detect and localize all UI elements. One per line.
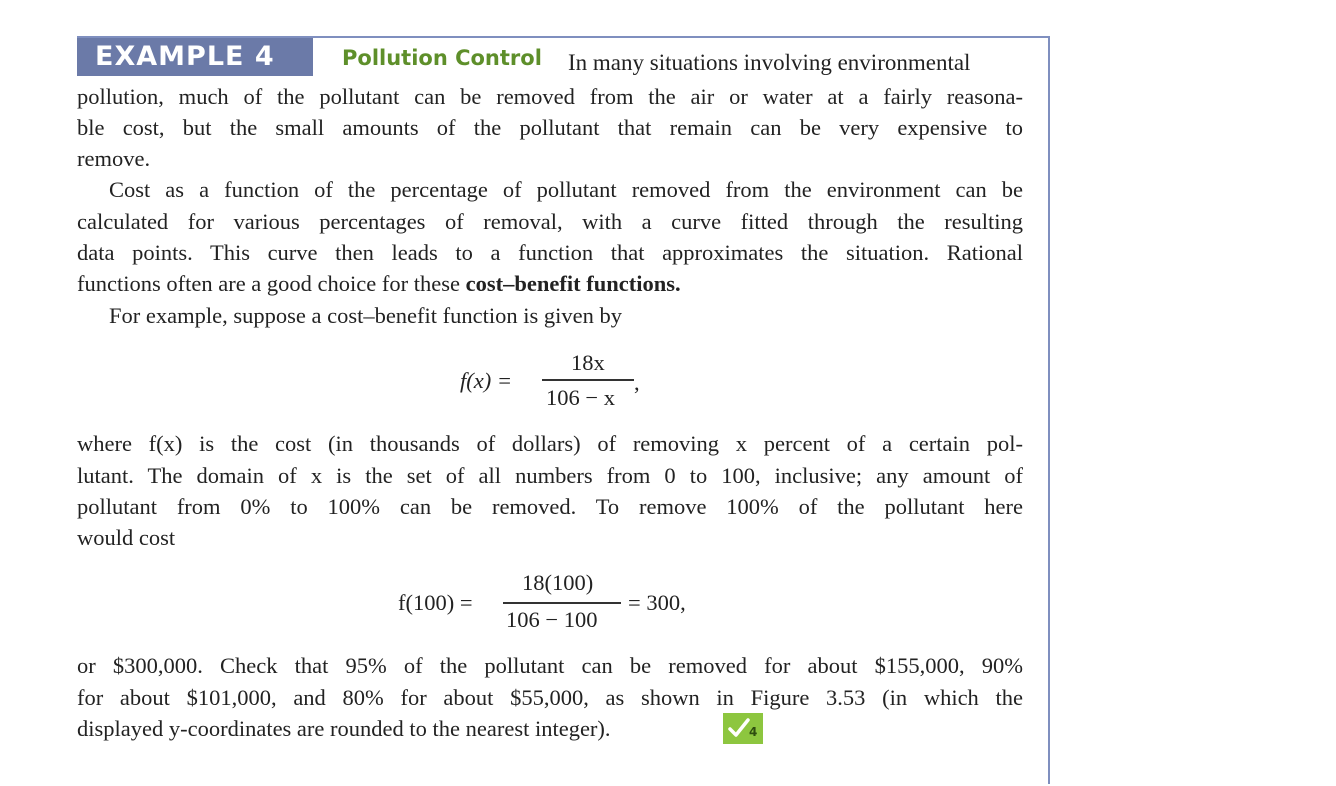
p2-line: Cost as a function of the percentage of pollutant removed from the environment can be [109,177,1023,202]
example-title: Pollution Control [342,46,542,70]
p5-line: for about $101,000, and 80% for about $55,000, as shown in Figure 3.53 (in which the [77,685,1023,710]
p2-last-line [77,268,681,299]
checkpoint-badge[interactable] [723,713,763,744]
eq2-numerator: 18(100) [522,570,594,595]
intro-line: In many situations involving environmental [568,50,971,75]
eq2-denominator: 106 − 100 [506,607,598,632]
eq2-lhs: f(100) = [398,590,473,615]
p5-line: or $300,000. Check that 95% of the pollutant can be removed for about $155,000, 90% [77,653,1023,678]
term-cost-benefit: cost–benefit functions. [465,271,681,296]
p2-last-text: functions often are a good choice for these [77,271,466,296]
p2-line: data points. This curve then leads to a function that approximates the situation. Rational [77,240,1023,265]
eq2-fraction-bar [503,602,621,604]
example-label: EXAMPLE 4 [77,38,313,76]
p1-line: remove. [77,146,151,171]
p4-line: where f(x) is the cost (in thousands of dollars) of removing x percent of a certain pol- [77,431,1023,456]
p1-line: ble cost, but the small amounts of the pollutant that remain can be very expensive to [77,115,1023,140]
eq1-comma: , [634,370,640,395]
eq1-fraction-bar [542,379,634,381]
eq1-numerator: 18x [571,350,605,375]
p5-line: displayed y-coordinates are rounded to the nearest integer). [77,716,611,741]
p1-line: pollution, much of the pollutant can be removed from the air or water at a fairly reasona- [77,84,1023,109]
checkmark-icon [727,716,751,740]
eq1-lhs: f(x) = [460,368,513,393]
p2-line: calculated for various percentages of removal, with a curve fitted through the resulting [77,209,1023,234]
p3-line: For example, suppose a cost–benefit function is given by [109,303,623,328]
eq2-rhs: = 300, [628,590,686,615]
p4-line: would cost [77,525,176,550]
checkpoint-number: 4 [749,725,758,739]
p4-line: pollutant from 0% to 100% can be removed. To remove 100% of the pollutant here [77,494,1023,519]
eq1-denominator: 106 − x [546,385,615,410]
p4-line: lutant. The domain of x is the set of all numbers from 0 to 100, inclusive; any amount of [77,463,1023,488]
